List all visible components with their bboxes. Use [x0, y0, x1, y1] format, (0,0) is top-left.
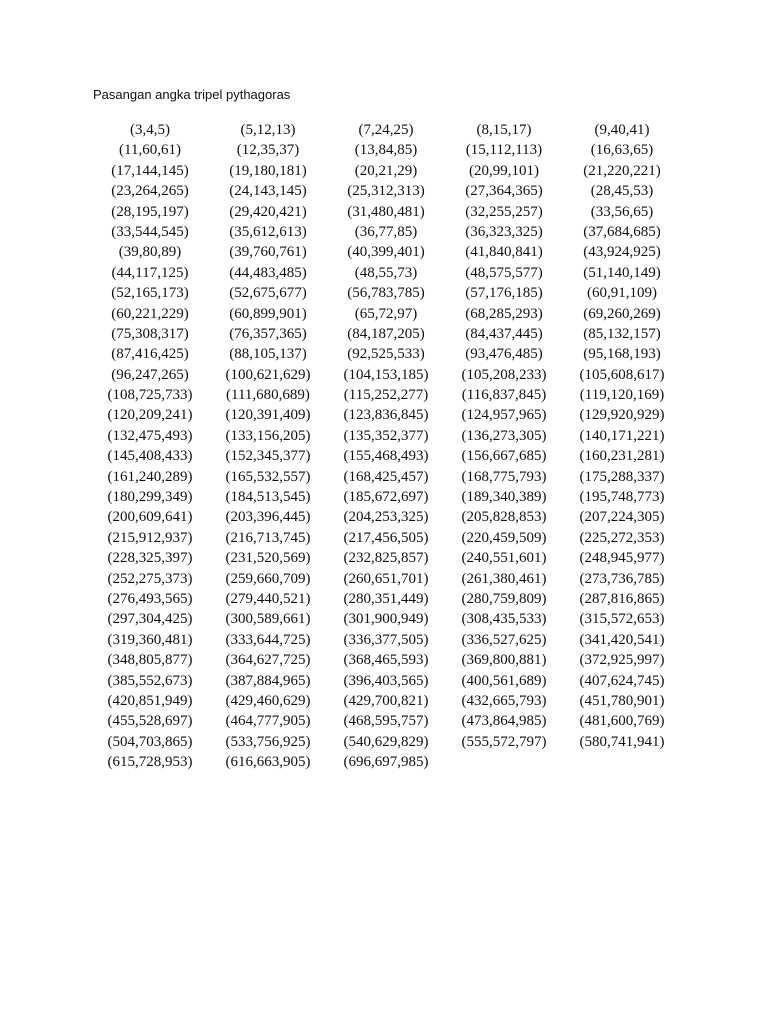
triple-cell: (33,544,545) — [111, 223, 189, 240]
triple-cell: (185,672,697) — [343, 489, 429, 506]
triple-cell: (60,899,901) — [229, 305, 307, 322]
triple-cell: (33,56,65) — [590, 203, 654, 220]
triple-cell: (7,24,25) — [358, 122, 414, 138]
triple-cell: (464,777,905) — [225, 713, 311, 730]
triple-cell: (132,475,493) — [107, 427, 193, 444]
triple-cell: (120,209,241) — [107, 407, 193, 424]
triple-cell: (44,117,125) — [111, 264, 189, 281]
triple-cell: (217,456,505) — [343, 529, 429, 546]
triple-cell: (65,72,97) — [354, 305, 418, 322]
triple-cell: (429,460,629) — [225, 692, 311, 709]
triple-cell: (88,105,137) — [229, 346, 307, 363]
triple-cell: (420,851,949) — [107, 692, 193, 709]
triple-cell: (37,684,685) — [583, 223, 661, 240]
triple-cell: (455,528,697) — [107, 713, 193, 730]
triple-cell: (119,120,169) — [579, 387, 665, 404]
triple-cell: (31,480,481) — [347, 203, 425, 220]
triple-cell: (140,171,221) — [579, 427, 665, 444]
triple-cell: (155,468,493) — [343, 448, 429, 465]
triple-cell: (580,741,941) — [579, 733, 665, 750]
triple-cell: (279,440,521) — [225, 590, 311, 607]
triple-cell: (205,828,853) — [461, 509, 547, 526]
triple-cell: (95,168,193) — [583, 346, 661, 363]
triple-cell: (616,663,905) — [225, 754, 311, 771]
triple-cell: (28,45,53) — [590, 183, 654, 200]
triple-cell: (297,304,425) — [107, 611, 193, 628]
triple-cell: (432,665,793) — [461, 692, 547, 709]
triple-cell: (308,435,533) — [461, 611, 547, 628]
triple-cell: (615,728,953) — [107, 754, 193, 771]
triple-cell: (16,63,65) — [590, 142, 654, 159]
triple-cell: (429,700,821) — [343, 692, 429, 709]
triple-cell: (368,465,593) — [343, 652, 429, 669]
triple-cell: (160,231,281) — [579, 448, 665, 465]
triple-cell: (319,360,481) — [107, 631, 193, 648]
triple-cell: (387,884,965) — [225, 672, 311, 689]
triple-cell: (44,483,485) — [229, 264, 307, 281]
triple-cell: (228,325,397) — [107, 550, 193, 567]
triple-cell: (43,924,925) — [583, 244, 661, 261]
triple-cell: (400,561,689) — [461, 672, 547, 689]
triple-cell: (333,644,725) — [225, 631, 311, 648]
triple-cell: (175,288,337) — [579, 468, 665, 485]
triple-cell: (41,840,841) — [465, 244, 543, 261]
triple-cell: (135,352,377) — [343, 427, 429, 444]
triple-cell: (184,513,545) — [225, 489, 311, 506]
triple-cell: (52,165,173) — [111, 285, 189, 302]
triple-cell: (27,364,365) — [465, 183, 543, 200]
triple-cell: (21,220,221) — [583, 162, 661, 179]
triple-cell: (108,725,733) — [107, 387, 193, 404]
triple-cell: (84,437,445) — [465, 325, 543, 342]
triple-cell: (248,945,977) — [579, 550, 665, 567]
triple-cell: (96,247,265) — [111, 366, 189, 383]
triple-cell: (180,299,349) — [107, 489, 193, 506]
triple-cell: (39,760,761) — [229, 244, 307, 261]
triple-cell: (451,780,901) — [579, 692, 665, 709]
triple-cell: (111,680,689) — [226, 387, 310, 404]
triple-cell: (69,260,269) — [583, 305, 661, 322]
triple-cell: (84,187,205) — [347, 325, 425, 342]
triple-cell: (300,589,661) — [225, 611, 311, 628]
triple-cell: (92,525,533) — [347, 346, 425, 363]
triple-cell: (540,629,829) — [343, 733, 429, 750]
triple-cell: (76,357,365) — [229, 325, 307, 342]
triple-cell: (68,285,293) — [465, 305, 543, 322]
triple-cell: (195,748,773) — [579, 489, 665, 506]
triple-cell: (32,255,257) — [465, 203, 543, 220]
triple-cell: (115,252,277) — [343, 387, 429, 404]
triple-cell: (341,420,541) — [579, 631, 665, 648]
triple-cell: (105,608,617) — [579, 366, 665, 383]
triples-table — [91, 120, 681, 773]
triple-cell: (17,144,145) — [111, 162, 189, 179]
triple-cell: (136,273,305) — [461, 427, 547, 444]
triple-cell: (215,912,937) — [107, 529, 193, 546]
triple-cell: (28,195,197) — [111, 203, 189, 220]
triple-cell: (407,624,745) — [579, 672, 665, 689]
triple-cell: (25,312,313) — [347, 183, 425, 200]
triple-cell: (93,476,485) — [465, 346, 543, 363]
triple-cell: (533,756,925) — [225, 733, 311, 750]
triple-cell: (216,713,745) — [225, 529, 311, 546]
triple-cell: (40,399,401) — [347, 244, 425, 261]
triple-cell: (9,40,41) — [594, 122, 650, 138]
triple-cell: (396,403,565) — [343, 672, 429, 689]
triple-cell: (12,35,37) — [236, 142, 300, 159]
triple-cell: (133,156,205) — [225, 427, 311, 444]
triple-cell: (348,805,877) — [107, 652, 193, 669]
triple-cell: (225,272,353) — [579, 529, 665, 546]
triple-cell: (168,425,457) — [343, 468, 429, 485]
triple-cell: (8,15,17) — [476, 122, 532, 138]
triple-cell: (168,775,793) — [461, 468, 547, 485]
triple-cell: (315,572,653) — [579, 611, 665, 628]
triple-cell: (232,825,857) — [343, 550, 429, 567]
triple-cell: (252,275,373) — [107, 570, 193, 587]
triple-cell: (104,153,185) — [343, 366, 429, 383]
triple-cell: (156,667,685) — [461, 448, 547, 465]
triple-cell: (87,416,425) — [111, 346, 189, 363]
triple-cell: (48,575,577) — [465, 264, 543, 281]
triple-cell: (220,459,509) — [461, 529, 547, 546]
triple-cell: (20,99,101) — [469, 162, 539, 179]
triple-cell: (24,143,145) — [229, 183, 307, 200]
triple-cell: (75,308,317) — [111, 325, 189, 342]
triple-cell: (372,925,997) — [579, 652, 665, 669]
triple-cell: (15,112,113) — [465, 142, 543, 159]
triple-cell: (276,493,565) — [107, 590, 193, 607]
triple-cell: (36,77,85) — [354, 223, 418, 240]
triple-cell: (152,345,377) — [225, 448, 311, 465]
triple-cell: (145,408,433) — [107, 448, 193, 465]
triple-cell: (165,532,557) — [225, 468, 311, 485]
triple-cell: (29,420,421) — [229, 203, 307, 220]
triple-cell: (56,783,785) — [347, 285, 425, 302]
triple-cell: (116,837,845) — [461, 387, 547, 404]
triple-cell: (259,660,709) — [225, 570, 311, 587]
triple-cell: (20,21,29) — [354, 162, 418, 179]
triple-cell: (123,836,845) — [343, 407, 429, 424]
triple-cell: (203,396,445) — [225, 509, 311, 526]
page-title: Pasangan angka tripel pythagoras — [93, 87, 291, 102]
triple-cell: (261,380,461) — [461, 570, 547, 587]
triple-cell: (60,91,109) — [587, 285, 657, 302]
triple-cell: (189,340,389) — [461, 489, 547, 506]
triple-cell: (336,527,625) — [461, 631, 547, 648]
triple-cell: (3,4,5) — [130, 122, 170, 138]
triple-cell: (385,552,673) — [107, 672, 193, 689]
triple-cell: (287,816,865) — [579, 590, 665, 607]
triple-cell: (696,697,985) — [343, 754, 429, 771]
triple-cell: (336,377,505) — [343, 631, 429, 648]
triple-cell: (5,12,13) — [240, 122, 296, 138]
triple-cell: (204,253,325) — [343, 509, 429, 526]
triple-cell: (161,240,289) — [107, 468, 193, 485]
triple-cell: (23,264,265) — [111, 183, 189, 200]
triple-cell: (364,627,725) — [225, 652, 311, 669]
triple-cell: (280,351,449) — [343, 590, 429, 607]
triple-cell: (231,520,569) — [225, 550, 311, 567]
triple-cell: (100,621,629) — [225, 366, 311, 383]
triple-cell: (240,551,601) — [461, 550, 547, 567]
triple-cell: (200,609,641) — [107, 509, 193, 526]
triple-cell: (39,80,89) — [118, 244, 182, 261]
triple-cell: (48,55,73) — [354, 264, 418, 281]
triple-cell: (468,595,757) — [343, 713, 429, 730]
triple-cell: (105,208,233) — [461, 366, 547, 383]
triple-cell: (35,612,613) — [229, 223, 307, 240]
triple-cell: (124,957,965) — [461, 407, 547, 424]
triple-cell: (129,920,929) — [579, 407, 665, 424]
triple-cell: (369,800,881) — [461, 652, 547, 669]
triple-cell: (473,864,985) — [461, 713, 547, 730]
triple-cell: (273,736,785) — [579, 570, 665, 587]
triple-cell: (481,600,769) — [579, 713, 665, 730]
triple-cell: (19,180,181) — [229, 162, 307, 179]
triple-cell: (280,759,809) — [461, 590, 547, 607]
triple-cell: (301,900,949) — [343, 611, 429, 628]
triple-cell: (555,572,797) — [461, 733, 547, 750]
triple-cell: (51,140,149) — [583, 264, 661, 281]
triple-cell: (36,323,325) — [465, 223, 543, 240]
triple-cell: (60,221,229) — [111, 305, 189, 322]
triple-cell: (11,60,61) — [119, 142, 181, 159]
triple-cell: (120,391,409) — [225, 407, 311, 424]
triple-cell: (85,132,157) — [583, 325, 661, 342]
triple-cell: (13,84,85) — [354, 142, 418, 159]
triple-cell: (207,224,305) — [579, 509, 665, 526]
triple-cell: (504,703,865) — [107, 733, 193, 750]
triple-cell: (57,176,185) — [465, 285, 543, 302]
triple-cell: (260,651,701) — [343, 570, 429, 587]
triple-cell: (52,675,677) — [229, 285, 307, 302]
